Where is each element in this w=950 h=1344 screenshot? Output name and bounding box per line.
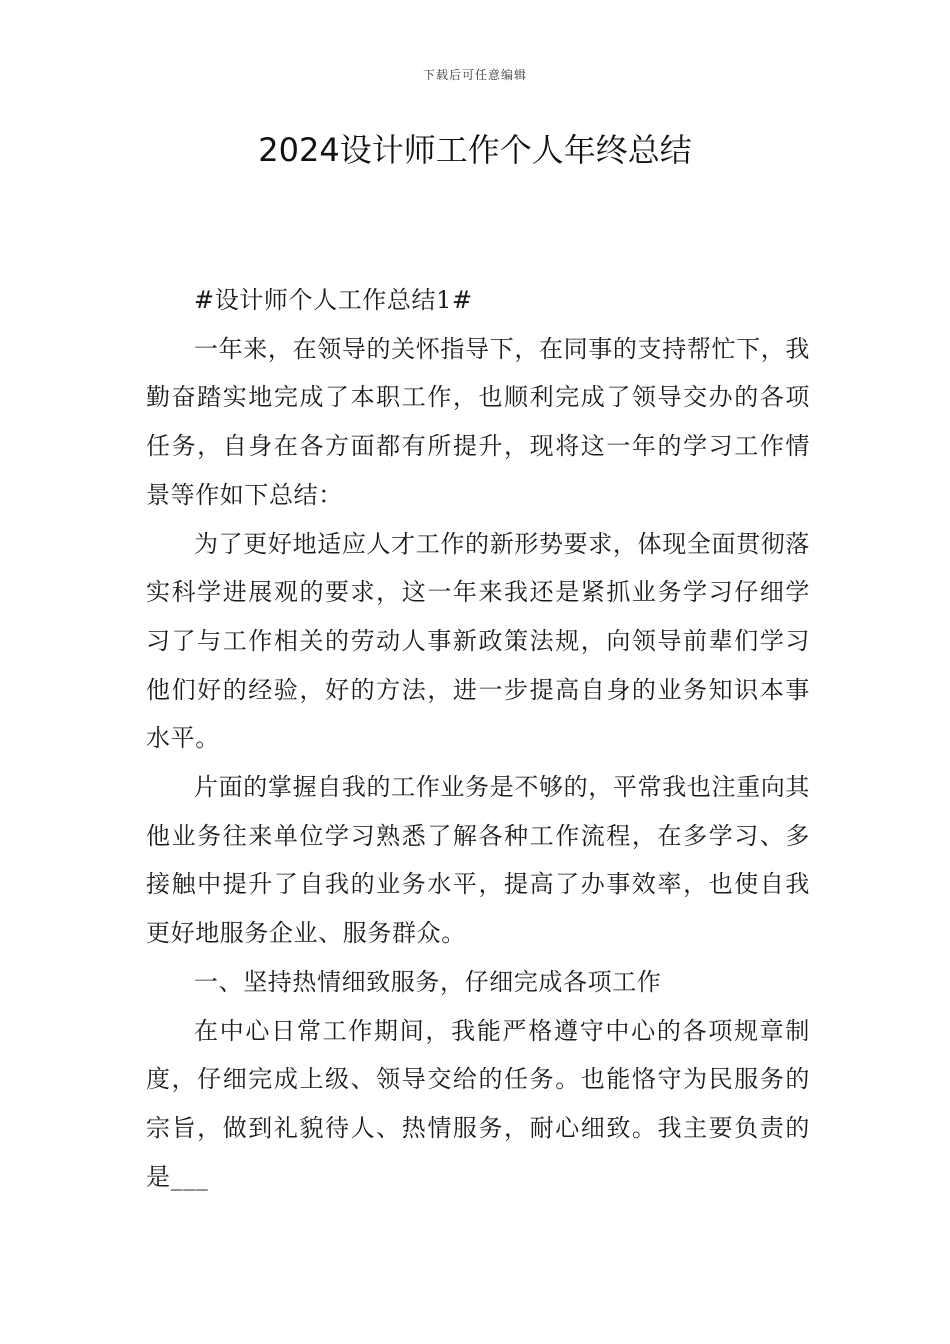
paragraph: 在中心日常工作期间，我能严格遵守中心的各项规章制度，仔细完成上级、领导交给的任务。也能恪守为民服务的宗旨，做到礼貌待人、热情服务，耐心细致。我主要负责的是___ [146,1016,810,1191]
paragraph: 为了更好地适应人才工作的新形势要求，体现全面贯彻落实科学进展观的要求，这一年来我还是紧抓业务学习仔细学习了与工作相关的劳动人事新政策法规，向领导前辈们学习他们好的经验，好的方法，进一步提高自身的业务知识本事水平。 [146,529,810,753]
document-body [146,276,810,1201]
paragraph: 一年来，在领导的关怀指导下，在同事的支持帮忙下，我勤奋踏实地完成了本职工作，也顺利完成了领导交办的各项任务，自身在各方面都有所提升，现将这一年的学习工作情景等作如下总结： [146,334,810,509]
document-title: 2024设计师工作个人年终总结 [258,131,692,169]
header-note: 下载后可任意编辑 [422,68,527,82]
paragraph: 片面的掌握自我的工作业务是不够的，平常我也注重向其他业务往来单位学习熟悉了解各种工作流程，在多学习、多接触中提升了自我的业务水平，提高了办事效率，也使自我更好地服务企业、服务群众。 [146,773,810,948]
section-heading: #设计师个人工作总结1# [194,286,473,314]
subsection-heading: 一、坚持热情细致服务，仔细完成各项工作 [194,967,662,996]
